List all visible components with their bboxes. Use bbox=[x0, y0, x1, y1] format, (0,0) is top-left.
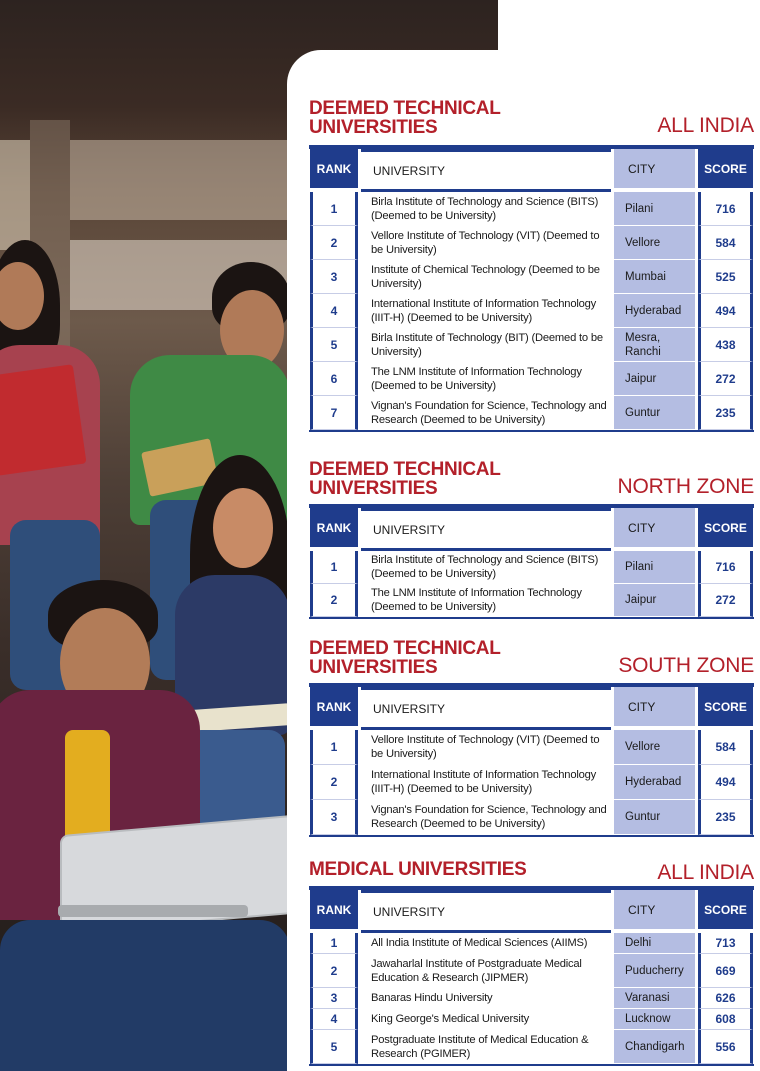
rank-column-header: RANK bbox=[310, 687, 358, 730]
rank-column-header: RANK bbox=[310, 508, 358, 551]
table-row bbox=[310, 800, 753, 835]
section-title: MEDICAL UNIVERSITIES bbox=[309, 859, 527, 880]
city-cell: Delhi bbox=[614, 933, 695, 954]
score-cell: 235 bbox=[698, 396, 753, 430]
table-row bbox=[310, 328, 753, 362]
table-row bbox=[310, 192, 753, 226]
city-cell: Pilani bbox=[614, 551, 695, 584]
score-cell: 716 bbox=[698, 551, 753, 584]
score-cell: 556 bbox=[698, 1030, 753, 1064]
table-row bbox=[310, 1009, 753, 1030]
section-header bbox=[309, 460, 754, 500]
city-cell: Mesra, Ranchi bbox=[614, 328, 695, 362]
city-column-header: CITY bbox=[614, 890, 695, 933]
city-column-header: CITY bbox=[614, 149, 695, 192]
score-cell: 608 bbox=[698, 1009, 753, 1030]
university-cell: The LNM Institute of Information Technology (Deemed to be University) bbox=[361, 362, 611, 396]
university-cell: International Institute of Information Technology (IIIT-H) (Deemed to be University) bbox=[361, 294, 611, 328]
table-row bbox=[310, 954, 753, 988]
score-cell: 272 bbox=[698, 584, 753, 617]
score-cell: 272 bbox=[698, 362, 753, 396]
table-row bbox=[310, 730, 753, 765]
section-header bbox=[309, 639, 754, 679]
rank-cell: 1 bbox=[310, 192, 358, 226]
university-cell: Banaras Hindu University bbox=[361, 988, 611, 1009]
university-cell: Vellore Institute of Technology (VIT) (Deemed to be University) bbox=[361, 226, 611, 260]
university-cell: Birla Institute of Technology and Science (BITS) (Deemed to be University) bbox=[361, 192, 611, 226]
rank-cell: 2 bbox=[310, 226, 358, 260]
rank-cell: 5 bbox=[310, 1030, 358, 1064]
rank-cell: 1 bbox=[310, 551, 358, 584]
ranking-table bbox=[309, 504, 754, 619]
section-deemed-north-zone bbox=[309, 460, 754, 619]
city-cell: Hyderabad bbox=[614, 294, 695, 328]
rank-cell: 7 bbox=[310, 396, 358, 430]
university-cell: King George's Medical University bbox=[361, 1009, 611, 1030]
university-cell: Postgraduate Institute of Medical Education & Research (PGIMER) bbox=[361, 1030, 611, 1064]
city-cell: Guntur bbox=[614, 800, 695, 835]
city-cell: Varanasi bbox=[614, 988, 695, 1009]
university-cell: Vignan's Foundation for Science, Technology and Research (Deemed to be University) bbox=[361, 800, 611, 835]
score-cell: 584 bbox=[698, 226, 753, 260]
ranking-table bbox=[309, 145, 754, 432]
score-column-header: SCORE bbox=[698, 890, 753, 933]
rank-cell: 3 bbox=[310, 800, 358, 835]
table-header-row bbox=[310, 890, 753, 933]
section-region: ALL INDIA bbox=[657, 861, 754, 884]
score-cell: 525 bbox=[698, 260, 753, 294]
university-cell: International Institute of Information Technology (IIIT-H) (Deemed to be University) bbox=[361, 765, 611, 800]
city-cell: Guntur bbox=[614, 396, 695, 430]
score-cell: 669 bbox=[698, 954, 753, 988]
photo-person-head bbox=[213, 488, 273, 568]
table-row bbox=[310, 933, 753, 954]
table-row bbox=[310, 396, 753, 430]
section-title: DEEMED TECHNICAL UNIVERSITIES bbox=[309, 98, 501, 138]
section-header bbox=[309, 846, 754, 886]
rank-cell: 2 bbox=[310, 584, 358, 617]
university-cell: The LNM Institute of Information Technology (Deemed to be University) bbox=[361, 584, 611, 617]
section-region: ALL INDIA bbox=[657, 114, 754, 137]
rank-column-header: RANK bbox=[310, 890, 358, 933]
photo-person-jeans bbox=[185, 730, 285, 830]
photo-window-light bbox=[0, 140, 30, 250]
photo-laptop-base bbox=[58, 905, 248, 917]
photo-window-upper bbox=[70, 140, 290, 220]
university-cell: Birla Institute of Technology and Science (BITS) (Deemed to be University) bbox=[361, 551, 611, 584]
rank-cell: 2 bbox=[310, 954, 358, 988]
university-cell: Jawaharlal Institute of Postgraduate Medical Education & Research (JIPMER) bbox=[361, 954, 611, 988]
city-cell: Puducherry bbox=[614, 954, 695, 988]
table-row bbox=[310, 260, 753, 294]
university-cell: Vignan's Foundation for Science, Technology and Research (Deemed to be University) bbox=[361, 396, 611, 430]
city-cell: Lucknow bbox=[614, 1009, 695, 1030]
table-row bbox=[310, 988, 753, 1009]
score-cell: 494 bbox=[698, 294, 753, 328]
score-cell: 626 bbox=[698, 988, 753, 1009]
university-cell: Birla Institute of Technology (BIT) (Deemed to be University) bbox=[361, 328, 611, 362]
university-column-header: UNIVERSITY bbox=[361, 508, 611, 551]
score-cell: 438 bbox=[698, 328, 753, 362]
score-cell: 584 bbox=[698, 730, 753, 765]
city-cell: Pilani bbox=[614, 192, 695, 226]
score-cell: 716 bbox=[698, 192, 753, 226]
rank-cell: 3 bbox=[310, 988, 358, 1009]
city-column-header: CITY bbox=[614, 508, 695, 551]
city-cell: Mumbai bbox=[614, 260, 695, 294]
score-cell: 494 bbox=[698, 765, 753, 800]
table-row bbox=[310, 294, 753, 328]
table-row bbox=[310, 1030, 753, 1064]
city-cell: Vellore bbox=[614, 226, 695, 260]
rank-cell: 3 bbox=[310, 260, 358, 294]
ranking-table bbox=[309, 886, 754, 1066]
rank-cell: 4 bbox=[310, 1009, 358, 1030]
section-title: DEEMED TECHNICAL UNIVERSITIES bbox=[309, 638, 501, 678]
section-title: DEEMED TECHNICAL UNIVERSITIES bbox=[309, 459, 501, 499]
score-column-header: SCORE bbox=[698, 508, 753, 551]
section-deemed-all-india bbox=[309, 99, 754, 432]
table-row bbox=[310, 551, 753, 584]
table-header-row bbox=[310, 149, 753, 192]
university-column-header: UNIVERSITY bbox=[361, 890, 611, 933]
university-column-header: UNIVERSITY bbox=[361, 687, 611, 730]
table-row bbox=[310, 362, 753, 396]
section-region: SOUTH ZONE bbox=[618, 654, 754, 677]
score-column-header: SCORE bbox=[698, 149, 753, 192]
city-cell: Jaipur bbox=[614, 362, 695, 396]
section-region: NORTH ZONE bbox=[617, 475, 754, 498]
university-cell: Vellore Institute of Technology (VIT) (Deemed to be University) bbox=[361, 730, 611, 765]
city-cell: Vellore bbox=[614, 730, 695, 765]
score-cell: 713 bbox=[698, 933, 753, 954]
section-medical-all-india bbox=[309, 846, 754, 1066]
university-column-header: UNIVERSITY bbox=[361, 149, 611, 192]
university-cell: All India Institute of Medical Sciences (AIIMS) bbox=[361, 933, 611, 954]
city-cell: Jaipur bbox=[614, 584, 695, 617]
score-cell: 235 bbox=[698, 800, 753, 835]
section-header bbox=[309, 99, 754, 139]
table-row bbox=[310, 584, 753, 617]
city-cell: Chandigarh bbox=[614, 1030, 695, 1064]
score-column-header: SCORE bbox=[698, 687, 753, 730]
table-row bbox=[310, 226, 753, 260]
rank-cell: 5 bbox=[310, 328, 358, 362]
rank-column-header: RANK bbox=[310, 149, 358, 192]
rank-cell: 1 bbox=[310, 730, 358, 765]
rank-cell: 6 bbox=[310, 362, 358, 396]
table-header-row bbox=[310, 687, 753, 730]
city-column-header: CITY bbox=[614, 687, 695, 730]
rank-cell: 4 bbox=[310, 294, 358, 328]
city-cell: Hyderabad bbox=[614, 765, 695, 800]
university-cell: Institute of Chemical Technology (Deemed to be University) bbox=[361, 260, 611, 294]
section-deemed-south-zone bbox=[309, 639, 754, 837]
table-row bbox=[310, 765, 753, 800]
ranking-table bbox=[309, 683, 754, 837]
table-header-row bbox=[310, 508, 753, 551]
photo-red-folder bbox=[0, 364, 87, 476]
rank-cell: 2 bbox=[310, 765, 358, 800]
photo-person-jeans bbox=[0, 920, 290, 1071]
rank-cell: 1 bbox=[310, 933, 358, 954]
